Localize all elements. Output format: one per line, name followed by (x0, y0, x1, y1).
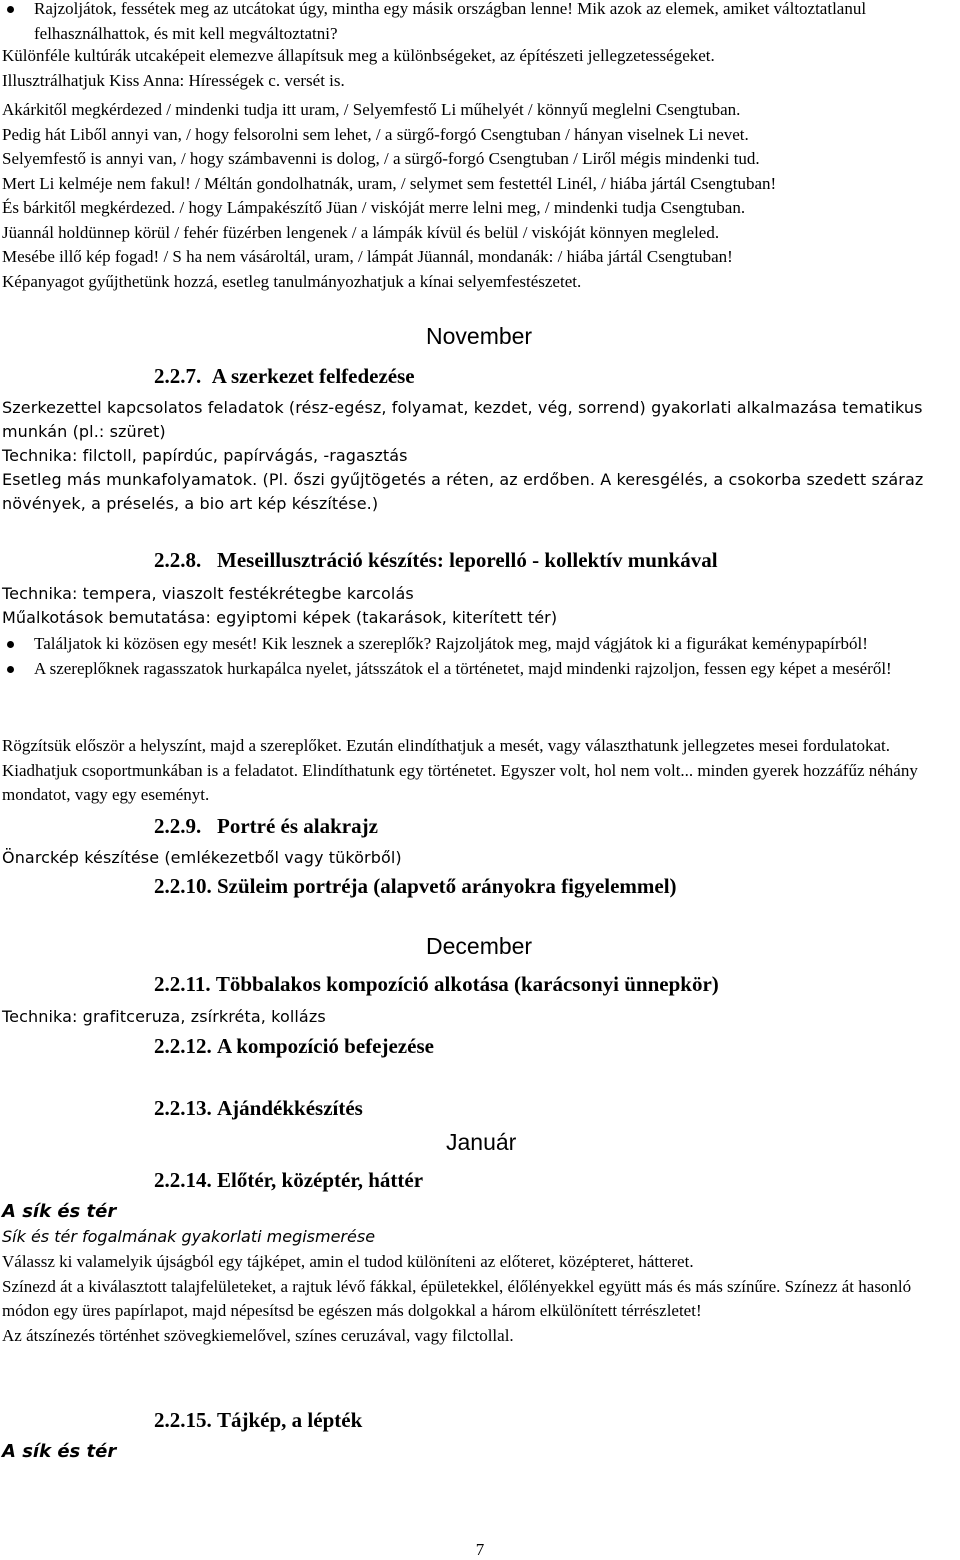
section-title: Szüleim portréja (alapvető arányokra figyelemmel) (217, 874, 677, 898)
section-number: 2.2.7. (154, 364, 202, 388)
section-heading-2-2-9 (154, 812, 378, 840)
intro-line: Különféle kultúrák utcaképeit elemezve állapítsuk meg a különbségeket, az építészeti jellegzetességeket. (2, 46, 715, 65)
intro-bullet-list (2, 0, 958, 46)
section-title: Ajándékkészítés (217, 1096, 363, 1120)
section-number: 2.2.9. (154, 814, 202, 838)
section-title: Meseillusztráció készítés: leporelló - kollektív munkával (217, 548, 718, 572)
section-number: 2.2.13. (154, 1096, 212, 1120)
section-heading-2-2-12 (154, 1032, 434, 1060)
intro-bullet-item: Rajzoljátok, fessétek meg az utcátokat úgy, mintha egy másik országban lenne! Mik azok az elemek, amiket változtatlanul felhasználhattok, és mit kell megváltoztatni? (2, 0, 958, 46)
body-text: Esetleg más munkafolyamatok. (Pl. őszi gyűjtögetés a réten, az erdőben. A keresgélés, a csokorba szedett száraz növények, a préselés, a bio art kép készítése.) (2, 470, 924, 513)
poem-line: Selyemfestő is annyi van, / hogy számbavenni is dolog, / a sürgő-forgó Csengtuban / Liről mégis mindenki tud. (2, 149, 760, 168)
section-number: 2.2.10. (154, 874, 212, 898)
poem-line: Pedig hát Liből annyi van, / hogy felsorolni sem lehet, / a sürgő-forgó Csengtuban / hányan viselnek Li nevet. (2, 124, 749, 144)
section-number: 2.2.15. (154, 1408, 212, 1432)
task-bullet-item: A szereplőknek ragasszatok hurkapálca nyelet, játsszátok el a történetet, majd mindenki rajzoljon, fessen egy képet a meséről! (2, 657, 958, 682)
section-2-2-8-bullets (2, 632, 958, 681)
body-text: Önarckép készítése (emlékezetből vagy tükörből) (2, 848, 402, 867)
section-title: A szerkezet felfedezése (211, 364, 415, 388)
section-2-2-11-body (2, 1005, 932, 1029)
section-heading-2-2-14 (154, 1166, 423, 1194)
section-title: Portré és alakrajz (217, 814, 378, 838)
poem-line: Jüannál holdünnep körül / fehér füzérben lengenek / a lámpák kívül és belül / viskóját könnyen megleled. (2, 222, 720, 242)
section-heading-2-2-8 (154, 546, 718, 574)
topic-heading: A sík és tér (2, 1441, 117, 1462)
section-2-2-8-technique (2, 582, 932, 630)
section-heading-2-2-15 (154, 1406, 362, 1434)
section-title: A kompozíció befejezése (217, 1034, 434, 1058)
section-2-2-8-paragraph (2, 734, 948, 808)
body-text: Az átszínezés történhet szövegkiemelővel, színes ceruzával, vagy filctollal. (2, 1325, 514, 1345)
topic-heading: A sík és tér (2, 1201, 117, 1222)
page-number: 7 (475, 1540, 485, 1559)
section-2-2-7-body (2, 396, 932, 516)
topic-body (2, 1250, 948, 1348)
section-number: 2.2.14. (154, 1168, 212, 1192)
section-heading-2-2-11 (154, 970, 719, 998)
intro-paragraph (2, 44, 958, 93)
section-heading-2-2-13 (154, 1094, 363, 1122)
body-text: Szerkezettel kapcsolatos feladatok (rész-egész, folyamat, kezdet, vég, sorrend) gyakorlati alkalmazása tematikus munkán (pl.: szüret) (2, 398, 923, 441)
body-text: Technika: tempera, viaszolt festékrétegbe karcolás (2, 584, 414, 603)
section-title: Tájkép, a lépték (217, 1408, 363, 1432)
poem-line: Mesébe illő kép fogad! / S ha nem vásároltál, uram, / lámpát Jüannál, mondanák: / hiába jártál Csengtuban! (2, 247, 733, 266)
poem-line: És bárkitől megkérdezed. / hogy Lámpakészítő Jüan / viskóját merre lelni meg, / mindenki tudja Csengtuban. (2, 198, 746, 217)
section-number: 2.2.12. (154, 1034, 212, 1058)
month-heading-november: November (426, 323, 533, 349)
month-heading-januar: Január (446, 1129, 517, 1155)
month-heading-december: December (426, 933, 533, 959)
section-2-2-9-body (2, 846, 932, 870)
intro-line: Képanyagot gyűjthetünk hozzá, esetleg tanulmányozhatjuk a kínai selyemfestészetet. (2, 271, 582, 291)
body-text: Rögzítsük először a helyszínt, majd a szereplőket. Ezután elindíthatjuk a mesét, vagy választhatunk jellegzetes mesei fordulatokat. Kiadhatjuk csoportmunkában is a feladatot. Elindíthatunk egy történetet. Egyszer volt, hol nem volt... minden gyerek hozzáfűz néhány mondatot, vagy egy eseményt. (2, 736, 918, 804)
body-text: Színezd át a kiválasztott talajfelületeket, a rajtuk lévő fákkal, épületekkel, élőlényekkel együtt más és más színűre. Színezz át hasonló módon egy üres papírlapot, majd népesítsd be egészen más dolgokkal a három elkülönített térrészletet! (2, 1276, 912, 1320)
section-number: 2.2.11. (154, 972, 211, 996)
section-title: Előtér, középtér, háttér (217, 1168, 424, 1192)
body-text: Válassz ki valamelyik újságból egy tájképet, amin el tudod különíteni az előteret, középteret, hátteret. (2, 1252, 694, 1271)
section-heading-2-2-7 (154, 362, 415, 390)
section-title: Többalakos kompozíció alkotása (karácsonyi ünnepkör) (215, 972, 719, 996)
intro-line: Illusztrálhatjuk Kiss Anna: Hírességek c. versét is. (2, 70, 345, 90)
topic-subheading: Sík és tér fogalmának gyakorlati megismerése (2, 1227, 376, 1246)
poem-line: Mert Li kelméje nem fakul! / Méltán gondolhatnák, uram, / selymet sem festettél Linél, / hiába jártál Csengtuban! (2, 173, 777, 193)
body-text: Technika: filctoll, papírdúc, papírvágás, -ragasztás (2, 446, 408, 465)
section-number: 2.2.8. (154, 548, 202, 572)
body-text: Technika: grafitceruza, zsírkréta, kollázs (2, 1007, 326, 1026)
task-bullet-item: Találjatok ki közösen egy mesét! Kik lesznek a szereplők? Rajzoljátok meg, majd vágjátok ki a figurákat keménypapírból! (2, 632, 958, 657)
body-text: Műalkotások bemutatása: egyiptomi képek (takarások, kiterített tér) (2, 608, 558, 627)
poem (2, 98, 958, 294)
section-heading-2-2-10 (154, 872, 677, 900)
poem-line: Akárkitől megkérdezed / mindenki tudja itt uram, / Selyemfestő Li műhelyét / könnyű meglelni Csengtuban. (2, 100, 741, 119)
